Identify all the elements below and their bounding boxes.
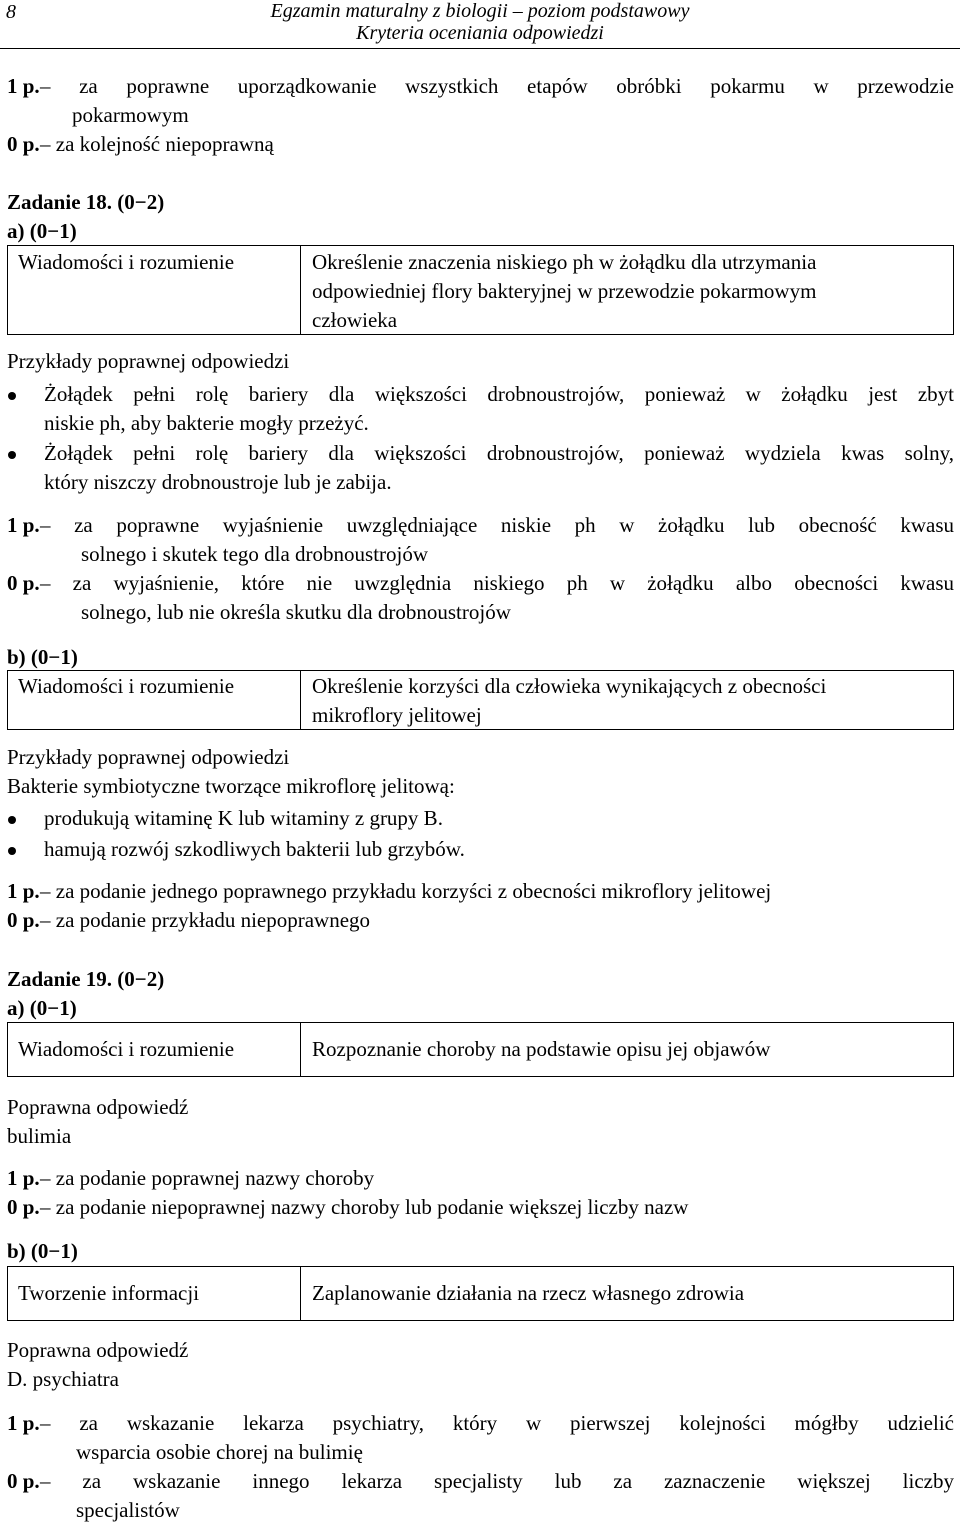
example-text: produkują witaminę K lub witaminy z grupy B. xyxy=(44,806,443,830)
task19a-skills-table xyxy=(7,1022,954,1077)
score-label: 1 p. xyxy=(7,879,40,903)
example-text: Żołądek pełni rolę bariery dla większości drobnoustrojów, ponieważ w żołądku jest zbyt niskie ph, aby bakterie mogły przeżyć. xyxy=(44,382,954,435)
score-desc: – za kolejność niepoprawną xyxy=(40,132,274,156)
header-title-line1: Egzamin maturalny z biologii – poziom podstawowy xyxy=(270,0,690,22)
score-desc: – za wskazanie lekarza psychiatry, który w pierwszej kolejności mógłby udzielić wsparcia osobie chorej na bulimię xyxy=(40,1411,954,1464)
score-desc: – za wyjaśnienie, które nie uwzględnia niskiego ph w żołądku albo obecności kwasu solnego, lub nie określa skutku dla drobnoustrojów xyxy=(40,571,954,624)
score-label: 0 p. xyxy=(7,132,40,156)
bullet-icon xyxy=(8,451,16,459)
bullet-icon xyxy=(8,847,16,855)
task19b-answer-title: Poprawna odpowiedź xyxy=(7,1338,189,1362)
score-label: 1 p. xyxy=(7,1166,40,1190)
task19-title: Zadanie 19. (0−2) xyxy=(7,967,165,991)
bullet-icon xyxy=(8,816,16,824)
task19b-skills-table xyxy=(7,1266,954,1321)
header-title-line2: Kryteria oceniania odpowiedzi xyxy=(356,22,604,44)
page-header xyxy=(0,0,960,49)
task18b-examples-title: Przykłady poprawnej odpowiedzi xyxy=(7,745,290,769)
score-desc: – za wskazanie innego lekarza specjalisty lub za zaznaczenie większej liczby specjalistów xyxy=(40,1469,954,1522)
task18b-intro: Bakterie symbiotyczne tworzące mikroflorę jelitową: xyxy=(7,774,455,798)
score-label: 1 p. xyxy=(7,513,40,537)
score-label: 0 p. xyxy=(7,571,40,595)
score-label: 1 p. xyxy=(7,1411,40,1435)
skill-cell: Wiadomości i rozumienie xyxy=(8,1023,301,1076)
score-label: 1 p. xyxy=(7,74,40,98)
task18a-examples-title: Przykłady poprawnej odpowiedzi xyxy=(7,349,290,373)
task19a-answer-title: Poprawna odpowiedź xyxy=(7,1095,189,1119)
example-text: Żołądek pełni rolę bariery dla większości drobnoustrojów, ponieważ wydziela kwas solny, który niszczy drobnoustroje lub je zabija. xyxy=(44,441,954,494)
task19b-answer: D. psychiatra xyxy=(7,1367,119,1391)
top-score-1 xyxy=(7,72,954,130)
score-label: 0 p. xyxy=(7,1469,40,1493)
skill-cell: Tworzenie informacji xyxy=(8,1267,301,1320)
score-desc: – za poprawne wyjaśnienie uwzględniające niskie ph w żołądku lub obecność kwasu solnego i skutek tego dla drobnoustrojów xyxy=(40,513,954,566)
task18b-skills-table xyxy=(7,670,954,730)
task19a-answer: bulimia xyxy=(7,1124,72,1148)
task18b-label: b) (0−1) xyxy=(7,645,78,669)
score-label: 0 p. xyxy=(7,1195,40,1219)
header-title xyxy=(260,0,700,44)
score-desc: – za podanie przykładu niepoprawnego xyxy=(40,908,371,932)
bullet-icon xyxy=(8,392,16,400)
skill-cell: Wiadomości i rozumienie xyxy=(8,246,301,334)
task18-title: Zadanie 18. (0−2) xyxy=(7,190,165,214)
score-desc: – za podanie poprawnej nazwy choroby xyxy=(40,1166,375,1190)
score-label: 0 p. xyxy=(7,908,40,932)
requirement-cell: Określenie korzyści dla człowieka wynikających z obecności mikroflory jelitowej xyxy=(312,674,827,727)
score-desc: – za poprawne uporządkowanie wszystkich etapów obróbki pokarmu w przewodzie pokarmowym xyxy=(40,74,954,127)
task18a-skills-table xyxy=(7,245,954,335)
task19a-label: a) (0−1) xyxy=(7,996,77,1020)
task19b-label: b) (0−1) xyxy=(7,1239,78,1263)
requirement-cell: Rozpoznanie choroby na podstawie opisu jej objawów xyxy=(312,1037,771,1061)
score-desc: – za podanie jednego poprawnego przykładu korzyści z obecności mikroflory jelitowej xyxy=(40,879,772,903)
page-number: 8 xyxy=(6,1,16,23)
score-desc: – za podanie niepoprawnej nazwy choroby lub podanie większej liczby nazw xyxy=(40,1195,689,1219)
skill-cell: Wiadomości i rozumienie xyxy=(8,671,301,729)
example-text: hamują rozwój szkodliwych bakterii lub grzybów. xyxy=(44,837,465,861)
requirement-cell: Zaplanowanie działania na rzecz własnego zdrowia xyxy=(312,1281,745,1305)
task18a-label: a) (0−1) xyxy=(7,219,77,243)
requirement-cell: Określenie znaczenia niskiego ph w żołądku dla utrzymania odpowiedniej flory bakteryjnej w przewodzie pokarmowym człowieka xyxy=(312,250,817,332)
